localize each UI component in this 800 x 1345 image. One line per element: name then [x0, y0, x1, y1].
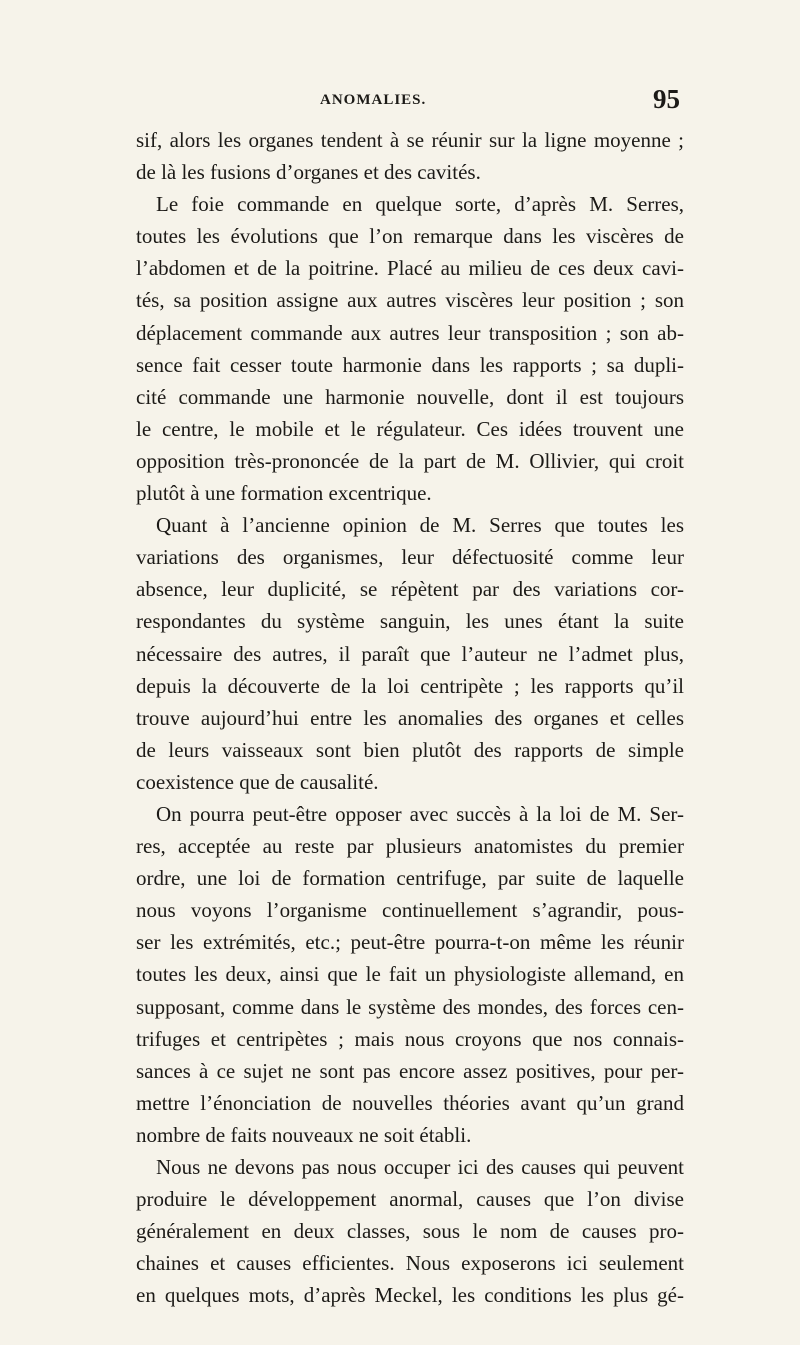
text-line: sances à ce sujet ne sont pas encore assez positives, pour per- — [136, 1058, 684, 1083]
text-line: produire le développement anormal, causes que l’on divise — [136, 1187, 684, 1212]
text-line: opposition très-prononcée de la part de M. Ollivier, qui croit — [136, 448, 684, 473]
text-line: l’abdomen et de la poitrine. Placé au milieu de ces deux cavi- — [136, 256, 684, 281]
text-line: sence fait cesser toute harmonie dans les rapports ; sa dupli- — [136, 352, 684, 377]
text-line: trouve aujourd’hui entre les anomalies des organes et celles — [136, 705, 684, 730]
text-line: variations des organismes, leur défectuosité comme leur — [136, 545, 684, 570]
text-line: toutes les évolutions que l’on remarque dans les viscères de — [136, 224, 684, 249]
text-line: de là les fusions d’organes et des cavités. — [136, 160, 481, 185]
text-line: supposant, comme dans le système des mondes, des forces cen- — [136, 994, 684, 1019]
text-line: plutôt à une formation excentrique. — [136, 481, 432, 506]
text-line: le centre, le mobile et le régulateur. Ces idées trouvent une — [136, 416, 684, 441]
text-line: toutes les deux, ainsi que le fait un physiologiste allemand, en — [136, 962, 684, 987]
text-line: res, acceptée au reste par plusieurs anatomistes du premier — [136, 834, 684, 859]
text-line: On pourra peut-être opposer avec succès à la loi de M. Ser- — [156, 801, 684, 826]
page-header — [140, 84, 680, 118]
text-line: Le foie commande en quelque sorte, d’après M. Serres, — [156, 192, 684, 217]
text-line: de leurs vaisseaux sont bien plutôt des rapports de simple — [136, 737, 684, 762]
text-line: depuis la découverte de la loi centripète ; les rapports qu’il — [136, 673, 684, 698]
page-number: 95 — [653, 84, 680, 114]
text-line: mettre l’énonciation de nouvelles théories avant qu’un grand — [136, 1090, 684, 1115]
text-line: cité commande une harmonie nouvelle, dont il est toujours — [136, 384, 684, 409]
text-line: en quelques mots, d’après Meckel, les conditions les plus gé- — [136, 1283, 684, 1308]
text-line: coexistence que de causalité. — [136, 769, 379, 794]
text-line: sif, alors les organes tendent à se réunir sur la ligne moyenne ; — [136, 128, 684, 152]
text-line: Nous ne devons pas nous occuper ici des causes qui peuvent — [156, 1155, 684, 1179]
text-line: Quant à l’ancienne opinion de M. Serres que toutes les — [156, 513, 684, 538]
text-line: chaines et causes efficientes. Nous exposerons ici seulement — [136, 1251, 684, 1276]
text-line: déplacement commande aux autres leur transposition ; son ab- — [136, 320, 684, 345]
text-line: nombre de faits nouveaux ne soit établi. — [136, 1122, 472, 1147]
text-line: trifuges et centripètes ; mais nous croyons que nos connais- — [136, 1026, 684, 1051]
text-line: absence, leur duplicité, se répètent par des variations cor- — [136, 577, 684, 602]
text-line: nous voyons l’organisme continuellement s’agrandir, pous- — [136, 898, 684, 923]
body-text — [136, 124, 684, 1311]
running-title: ANOMALIES. — [320, 92, 427, 108]
text-line: nécessaire des autres, il paraît que l’auteur ne l’admet plus, — [136, 641, 684, 666]
text-line: ser les extrémités, etc.; peut-être pourra-t-on même les réunir — [136, 930, 684, 955]
text-line: respondantes du système sanguin, les unes étant la suite — [136, 609, 684, 634]
text-line: tés, sa position assigne aux autres viscères leur position ; son — [136, 288, 684, 313]
text-line: généralement en deux classes, sous le nom de causes pro- — [136, 1219, 684, 1244]
text-line: ordre, une loi de formation centrifuge, par suite de laquelle — [136, 866, 684, 891]
